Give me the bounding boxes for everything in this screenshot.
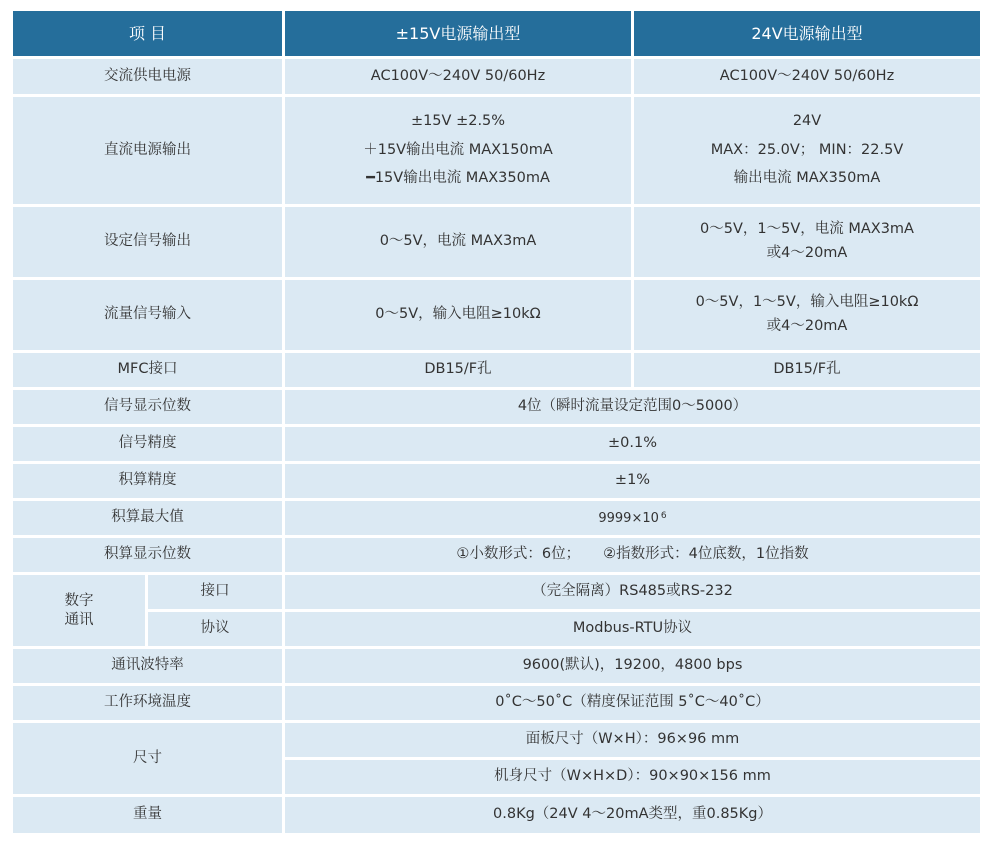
display-digits-value: 4位（瞬时流量设定范围0～5000） xyxy=(285,390,980,424)
comm-interface-label: 接口 xyxy=(148,575,282,609)
integration-accuracy-value: ±1% xyxy=(285,464,980,498)
baud-rate-label: 通讯波特率 xyxy=(13,649,282,683)
digital-comm-label xyxy=(13,575,145,646)
set-signal-24v-line: 0～5V，1～5V，电流 MAX3mA xyxy=(700,221,914,238)
dc-output-15v-line: ━15V输出电流 MAX350mA xyxy=(366,170,550,187)
temperature-label: 工作环境温度 xyxy=(13,686,282,720)
header-item: 项 目 xyxy=(13,11,282,56)
mfc-interface-24v: DB15/F孔 xyxy=(634,353,980,387)
signal-accuracy-label: 信号精度 xyxy=(13,427,282,461)
set-signal-15v: 0～5V，电流 MAX3mA xyxy=(285,207,631,277)
integration-max-exponent: 6 xyxy=(660,511,667,521)
ac-supply-15v: AC100V～240V 50/60Hz xyxy=(285,59,631,94)
integration-max-base: 9999×10 xyxy=(598,511,659,526)
integration-max-label: 积算最大值 xyxy=(13,501,282,535)
dc-output-15v xyxy=(285,97,631,204)
dc-output-24v-line: 输出电流 MAX350mA xyxy=(733,170,881,187)
digital-comm-label-line: 通讯 xyxy=(64,611,94,628)
header-15v-type: ±15V电源输出型 xyxy=(285,11,631,56)
digital-comm-label-line: 数字 xyxy=(64,592,94,609)
comm-protocol-label: 协议 xyxy=(148,612,282,646)
set-signal-24v-line: 或4～20mA xyxy=(766,245,848,261)
mfc-interface-15v: DB15/F孔 xyxy=(285,353,631,387)
set-signal-label: 设定信号输出 xyxy=(13,207,282,277)
dc-output-24v-line: 24V xyxy=(792,113,822,130)
dc-output-15v-line: ＋15V输出电流 MAX150mA xyxy=(363,141,553,158)
signal-accuracy-value: ±0.1% xyxy=(285,427,980,461)
temperature-value: 0˚C～50˚C（精度保证范围 5˚C～40˚C） xyxy=(285,686,980,720)
display-digits-label: 信号显示位数 xyxy=(13,390,282,424)
integration-max-value xyxy=(285,501,980,535)
integration-digits-label: 积算显示位数 xyxy=(13,538,282,572)
dc-output-24v-line: MAX：25.0V； MIN：22.5V xyxy=(710,141,904,158)
flow-signal-label: 流量信号输入 xyxy=(13,280,282,350)
flow-signal-24v-line: 或4～20mA xyxy=(766,318,848,334)
flow-signal-24v xyxy=(634,280,980,350)
dc-output-15v-line: ±15V ±2.5% xyxy=(410,113,506,130)
weight-value: 0.8Kg（24V 4～20mA类型，重0.85Kg） xyxy=(285,797,980,833)
spec-table xyxy=(13,11,980,833)
comm-interface-value: （完全隔离）RS485或RS-232 xyxy=(285,575,980,609)
ac-supply-label: 交流供电电源 xyxy=(13,59,282,94)
integration-accuracy-label: 积算精度 xyxy=(13,464,282,498)
mfc-interface-label: MFC接口 xyxy=(13,353,282,387)
baud-rate-value: 9600(默认)，19200，4800 bps xyxy=(285,649,980,683)
weight-label: 重量 xyxy=(13,797,282,833)
dc-output-label: 直流电源输出 xyxy=(13,97,282,204)
comm-protocol-value: Modbus-RTU协议 xyxy=(285,612,980,646)
size-label: 尺寸 xyxy=(13,723,282,794)
integration-digits-value: ①小数形式：6位； ②指数形式：4位底数，1位指数 xyxy=(285,538,980,572)
set-signal-24v xyxy=(634,207,980,277)
flow-signal-15v: 0～5V，输入电阻≥10kΩ xyxy=(285,280,631,350)
size-panel-value: 面板尺寸（W×H）：96×96 mm xyxy=(285,723,980,757)
dc-output-24v xyxy=(634,97,980,204)
size-body-value: 机身尺寸（W×H×D）：90×90×156 mm xyxy=(285,760,980,794)
ac-supply-24v: AC100V～240V 50/60Hz xyxy=(634,59,980,94)
flow-signal-24v-line: 0～5V，1～5V，输入电阻≥10kΩ xyxy=(695,294,919,311)
header-24v-type: 24V电源输出型 xyxy=(634,11,980,56)
